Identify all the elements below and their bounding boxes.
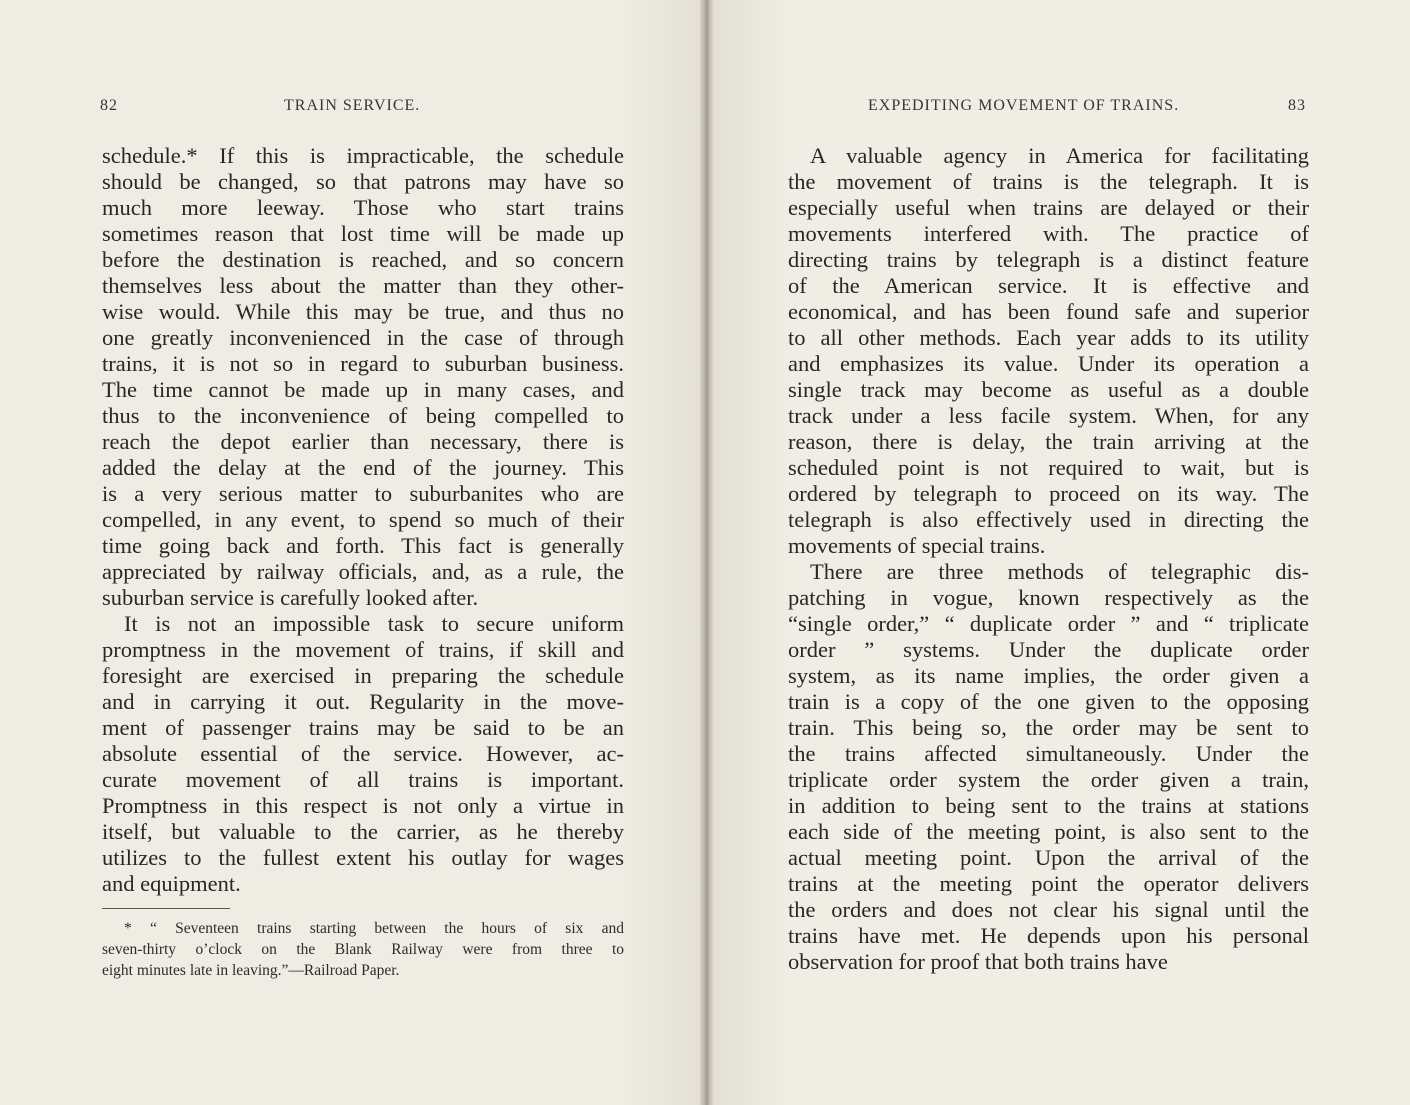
text-line: trains have met. He depends upon his personal: [788, 923, 1309, 948]
text-line: added the delay at the end of the journey. This: [102, 455, 624, 480]
text-line: schedule.* If this is impracticable, the schedule: [102, 143, 624, 168]
text-line: economical, and has been found safe and superior: [788, 299, 1309, 324]
text-line: suburban service is carefully looked after.: [102, 585, 479, 610]
text-line: the orders and does not clear his signal until the: [788, 897, 1309, 922]
text-line: There are three methods of telegraphic dis-: [810, 559, 1309, 584]
text-line: especially useful when trains are delayed or their: [788, 195, 1309, 220]
text-line: and in carrying it out. Regularity in the move-: [102, 689, 624, 714]
text-line: time going back and forth. This fact is generally: [102, 533, 624, 558]
right-page-number: 83: [1288, 97, 1306, 114]
text-line: “single order,” “ duplicate order ” and “ triplicate: [788, 611, 1309, 636]
text-line: trains, it is not so in regard to suburban business.: [102, 351, 624, 376]
right-running-head: EXPEDITING MOVEMENT OF TRAINS.: [868, 97, 1180, 114]
text-line: utilizes to the fullest extent his outlay for wages: [102, 845, 624, 870]
text-line: system, as its name implies, the order given a: [788, 663, 1309, 688]
text-line: A valuable agency in America for facilitating: [810, 143, 1309, 168]
text-line: It is not an impossible task to secure uniform: [124, 611, 624, 636]
right-page: [706, 0, 1410, 1105]
text-line: scheduled point is not required to wait, but is: [788, 455, 1309, 480]
text-line: sometimes reason that lost time will be made up: [102, 221, 624, 246]
text-line: to all other methods. Each year adds to its utility: [788, 325, 1309, 350]
text-line: each side of the meeting point, is also sent to the: [788, 819, 1309, 844]
text-line: train. This being so, the order may be sent to: [788, 715, 1309, 740]
text-line: eight minutes late in leaving.”—Railroad Paper.: [102, 962, 400, 979]
text-line: thus to the inconvenience of being compelled to: [102, 403, 624, 428]
text-line: order ” systems. Under the duplicate order: [788, 637, 1309, 662]
text-line: of the American service. It is effective and: [788, 273, 1309, 298]
text-line: and equipment.: [102, 871, 241, 896]
text-line: promptness in the movement of trains, if skill and: [102, 637, 624, 662]
text-line: ordered by telegraph to proceed on its way. The: [788, 481, 1309, 506]
text-line: Promptness in this respect is not only a virtue in: [102, 793, 624, 818]
text-line: compelled, in any event, to spend so much of their: [102, 507, 624, 532]
text-line: movements interfered with. The practice of: [788, 221, 1309, 246]
text-line: foresight are exercised in preparing the schedule: [102, 663, 624, 688]
text-line: appreciated by railway officials, and, as a rule, the: [102, 559, 624, 584]
text-line: * “ Seventeen trains starting between the hours of six and: [124, 920, 624, 937]
left-page-number: 82: [100, 97, 118, 114]
text-line: patching in vogue, known respectively as the: [788, 585, 1309, 610]
text-line: actual meeting point. Upon the arrival of the: [788, 845, 1309, 870]
text-line: single track may become as useful as a double: [788, 377, 1309, 402]
text-line: track under a less facile system. When, for any: [788, 403, 1309, 428]
right-body-text: [788, 143, 1309, 975]
left-body-text: [102, 143, 624, 897]
text-line: in addition to being sent to the trains at stations: [788, 793, 1309, 818]
text-line: one greatly inconvenienced in the case of through: [102, 325, 624, 350]
footnote-rule: [102, 908, 230, 909]
text-line: ment of passenger trains may be said to be an: [102, 715, 624, 740]
text-line: before the destination is reached, and so concern: [102, 247, 624, 272]
text-line: curate movement of all trains is important.: [102, 767, 624, 792]
text-line: itself, but valuable to the carrier, as he thereby: [102, 819, 624, 844]
text-line: themselves less about the matter than they other-: [102, 273, 624, 298]
text-line: absolute essential of the service. However, ac-: [102, 741, 624, 766]
text-line: directing trains by telegraph is a distinct feature: [788, 247, 1309, 272]
text-line: The time cannot be made up in many cases, and: [102, 377, 624, 402]
text-line: the movement of trains is the telegraph. It is: [788, 169, 1309, 194]
text-line: wise would. While this may be true, and thus no: [102, 299, 624, 324]
text-line: triplicate order system the order given a train,: [788, 767, 1309, 792]
left-running-head: TRAIN SERVICE.: [284, 97, 421, 114]
text-line: should be changed, so that patrons may have so: [102, 169, 624, 194]
text-line: movements of special trains.: [788, 533, 1046, 558]
text-line: observation for proof that both trains have: [788, 949, 1168, 974]
text-line: and emphasizes its value. Under its operation a: [788, 351, 1309, 376]
text-line: seven-thirty o’clock on the Blank Railway were from three to: [102, 941, 624, 958]
text-line: reach the depot earlier than necessary, there is: [102, 429, 624, 454]
text-line: much more leeway. Those who start trains: [102, 195, 624, 220]
book-gutter: [700, 0, 714, 1105]
text-line: trains at the meeting point the operator delivers: [788, 871, 1309, 896]
text-line: the trains affected simultaneously. Under the: [788, 741, 1309, 766]
footnote: [102, 918, 624, 981]
text-line: is a very serious matter to suburbanites who are: [102, 481, 624, 506]
text-line: train is a copy of the one given to the opposing: [788, 689, 1309, 714]
text-line: telegraph is also effectively used in directing the: [788, 507, 1309, 532]
text-line: reason, there is delay, the train arriving at the: [788, 429, 1309, 454]
